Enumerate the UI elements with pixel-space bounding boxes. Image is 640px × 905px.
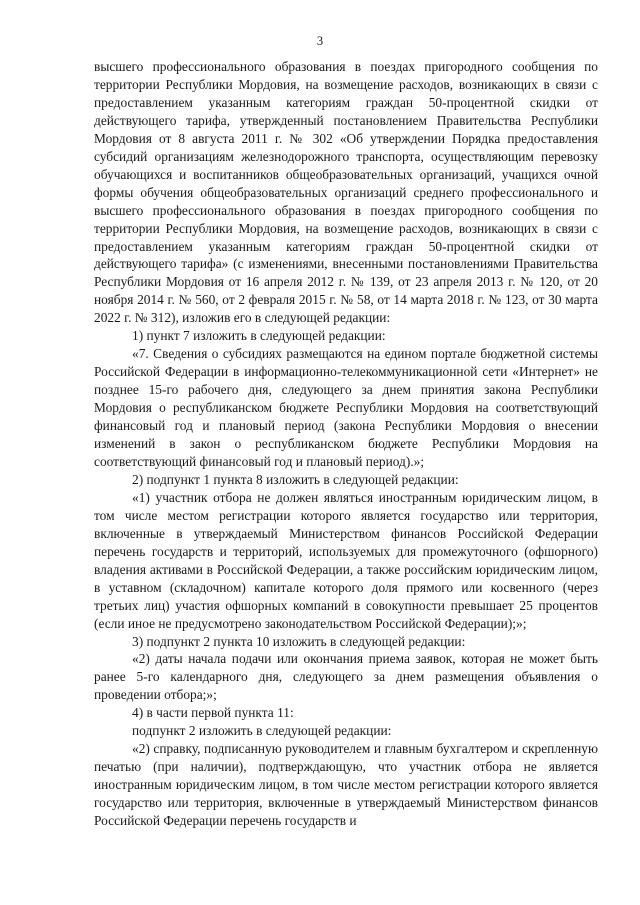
paragraph-item-1-heading: 1) пункт 7 изложить в следующей редакции:: [132, 328, 386, 344]
paragraph-order-continuation: высшего профессионального образования в поездах пригородного сообщения по территории Республики Мордовия, на возмещение расходов, возникающих в связи с предоставлением указанным категориям граждан 50-процентной скидки от действующего тарифа, утвержденный постановлением Правительства Республики Мордовия от 8 августа 2011 г. № 302 «Об утверждении Порядка предоставления субсидий организациям железнодорожного транспорта, осуществляющим перевозку обучающихся и воспитанников общеобразовательных организаций, учащихся очной формы обучения общеобразовательных организаций среднего профессионального и высшего профессионального образования в поездах пригородного сообщения по территории Республики Мордовия, на возмещение расходов, возникающих в связи с предоставлением указанным категориям граждан 50-процентной скидки от действующего тарифа» (с изменениями, внесенными постановлениями Правительства Республики Мордовия от 16 апреля 2012 г. № 139, от 23 апреля 2013 г. № 120, от 20 ноября 2014 г. № 560, от 2 февраля 2015 г. № 58, от 14 марта 2018 г. № 123, от 30 марта 2022 г. № 312), изложив его в следующей редакции:: [94, 59, 598, 326]
paragraph-item-4-text: «2) справку, подписанную руководителем и главным бухгалтером и скрепленную печатью (при наличии), подтверждающую, что участник отбора не является иностранным юридическим лицом, в том числе местом регистрации которого является государство или территория, включенные в утверждаемый Министерством финансов Российской Федерации перечень государств и: [94, 741, 598, 829]
paragraph-item-1-text: «7. Сведения о субсидиях размещаются на едином портале бюджетной системы Российской Федерации в информационно-телекоммуникационной сети «Интернет» не позднее 15-го рабочего дня, следующего за днем принятия закона Республики Мордовия о республиканском бюджете Республики Мордовия на соответствующий финансовый год и плановый период (закона Республики Мордовия о внесении изменений в закон о республиканском бюджете Республики Мордовия на соответствующий финансовый год и плановый период).»;: [94, 346, 598, 469]
paragraph-item-2-text: «1) участник отбора не должен являться иностранным юридическим лицом, в том числе местом регистрации которого является государство или территория, включенные в утверждаемый Министерством финансов Российской Федерации перечень государств и территорий, используемых для промежуточного (офшорного) владения активами в Российской Федерации, а также российским юридическим лицом, в уставном (складочном) капитале которого доля прямого или косвенного (через третьих лиц) участия офшорных компаний в совокупности превышает 25 процентов (если иное не предусмотрено законодательством Российской Федерации);»;: [94, 489, 598, 631]
document-body: [94, 58, 598, 830]
paragraph-item-3-heading: 3) подпункт 2 пункта 10 изложить в следующей редакции:: [132, 633, 466, 649]
page-number: 3: [316, 34, 324, 48]
paragraph-item-4-subheading: подпункт 2 изложить в следующей редакции:: [132, 723, 392, 739]
paragraph-item-4-heading: 4) в части первой пункта 11:: [132, 705, 294, 721]
paragraph-item-3-text: «2) даты начала подачи или окончания приема заявок, которая не может быть ранее 5-го календарного дня, следующего за днем размещения объявления о проведении отбора;»;: [94, 651, 598, 703]
paragraph-item-2-heading: 2) подпункт 1 пункта 8 изложить в следующей редакции:: [132, 471, 459, 487]
